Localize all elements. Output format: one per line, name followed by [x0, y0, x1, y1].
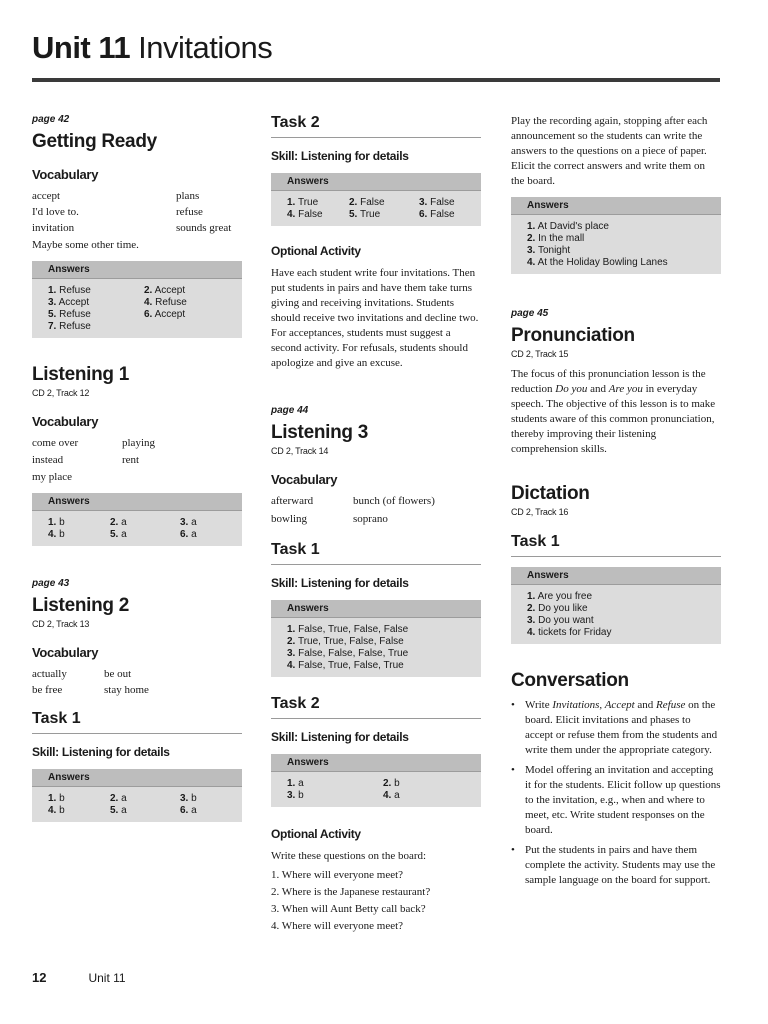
answer-item: 4. a: [383, 790, 400, 801]
answers-box: [32, 769, 242, 822]
answers-box: [511, 197, 721, 274]
page-footer: [32, 970, 126, 985]
answer-item: 1. False, True, False, False: [287, 624, 409, 635]
vocab-list: [271, 495, 481, 525]
vocab-heading: Vocabulary: [32, 645, 99, 660]
answer-item: 1. True: [287, 197, 319, 208]
answer-item: 2. a: [110, 517, 127, 528]
answer-item: 4. At the Holiday Bowling Lanes: [527, 257, 668, 268]
list-item: • Write Invitations, Accept and Refuse on the board. Elicit invitations and phases to accept or refuse them from the students and write them under the appropriate category.: [511, 699, 718, 756]
answer-item: 1. At David's place: [527, 221, 609, 232]
vocab-item: actually: [32, 668, 67, 680]
section-title-listening-2: Listening 2: [32, 595, 129, 616]
answer-item: 2. False: [349, 197, 385, 208]
answers-label: Answers: [511, 567, 721, 585]
vocab-item: come over: [32, 437, 79, 449]
page-title: [32, 30, 272, 66]
pronunciation-text: The focus of this pronunciation lesson is the reduction Do you and Are you in everyday speech. The objective of this lesson is to make students aware of this common pronunciation, thereby improving their listening comprehension skills.: [511, 368, 716, 455]
answers-box: [511, 567, 721, 644]
answer-item: 4. b: [48, 529, 65, 540]
column-middle: [271, 114, 481, 937]
vocab-item: playing: [122, 437, 155, 449]
page-number: 12: [32, 970, 47, 985]
answer-item: 1. Are you free: [527, 591, 593, 602]
task-title: Task 2: [271, 695, 481, 719]
answer-item: 2. a: [110, 793, 127, 804]
vocab-item: invitation: [32, 222, 75, 234]
answer-item: 6. a: [180, 529, 197, 540]
answer-item: 4. False: [287, 209, 323, 220]
bullet-icon: •: [511, 764, 515, 776]
skill-label: Skill: Listening for details: [271, 730, 409, 744]
answer-item: 1. a: [287, 778, 304, 789]
vocab-item: bunch (of flowers): [353, 495, 435, 507]
list-item: • Put the students in pairs and have them complete the activity. Students may use the sample language on the board for support.: [511, 844, 716, 886]
column-right: [511, 114, 721, 893]
answer-item: 5. True: [349, 209, 381, 220]
track-ref: CD 2, Track 12: [32, 388, 90, 398]
track-ref: CD 2, Track 15: [511, 349, 569, 359]
vocab-item: be free: [32, 684, 63, 696]
unit-title: Invitations: [138, 30, 273, 65]
answer-item: 4. tickets for Friday: [527, 627, 612, 638]
answer-item: 2. In the mall: [527, 233, 585, 244]
vocab-item: refuse: [176, 206, 203, 218]
vocab-list: [32, 668, 242, 696]
section-title-getting-ready: Getting Ready: [32, 131, 157, 152]
page-ref: page 44: [271, 405, 309, 416]
conversation-steps: [511, 698, 721, 888]
track-ref: CD 2, Track 13: [32, 619, 90, 629]
vocab-list: [32, 437, 242, 483]
vocab-item: sounds great: [176, 222, 232, 234]
skill-label: Skill: Listening for details: [32, 745, 170, 759]
bullet-icon: •: [511, 844, 515, 856]
vocab-item: instead: [32, 454, 64, 466]
task-title: Task 1: [271, 541, 481, 565]
answer-item: 3. b: [287, 790, 304, 801]
track-ref: CD 2, Track 14: [271, 446, 329, 456]
answer-item: 3. False: [419, 197, 455, 208]
section-title-pronunciation: Pronunciation: [511, 325, 635, 346]
page-ref: page 45: [511, 308, 549, 319]
answer-item: 2. b: [383, 778, 400, 789]
section-title-listening-1: Listening 1: [32, 364, 129, 385]
list-item: 1. Where will everyone meet?: [271, 869, 404, 881]
vocab-item: Maybe some other time.: [32, 239, 139, 251]
page-ref: page 42: [32, 114, 70, 125]
vocab-item: soprano: [353, 513, 388, 525]
answer-item: 3. False, False, False, True: [287, 648, 409, 659]
answer-item: 4. b: [48, 805, 65, 816]
answer-item: 3. b: [180, 793, 197, 804]
question-list: [271, 869, 481, 932]
answers-box: [32, 261, 242, 338]
vocab-list: [32, 190, 242, 234]
answer-item: 6. False: [419, 209, 455, 220]
answers-label: Answers: [271, 173, 481, 191]
section-title-dictation: Dictation: [511, 483, 590, 504]
answers-label: Answers: [271, 600, 481, 618]
answer-item: 5. Refuse: [48, 309, 91, 320]
vocab-item: rent: [122, 454, 140, 466]
answer-item: 7. Refuse: [48, 321, 91, 332]
optional-heading: Optional Activity: [271, 827, 361, 841]
answers-label: Answers: [511, 197, 721, 215]
answers-box: [271, 600, 481, 677]
section-title-conversation: Conversation: [511, 670, 629, 691]
answer-item: 2. True, True, False, False: [287, 636, 404, 647]
vocab-item: be out: [104, 668, 132, 680]
optional-heading: Optional Activity: [271, 244, 361, 258]
vocab-item: plans: [176, 190, 200, 202]
answer-item: 3. a: [180, 517, 197, 528]
section-title-listening-3: Listening 3: [271, 422, 368, 443]
answers-label: Answers: [32, 261, 242, 279]
optional-text: Have each student write four invitations. Then put students in pairs and have them take turns giving and receiving invitations. Students should receive two invitations and decline two. For acceptances, students must suggest a second activity. For refusals, students should apologize and give an excuse.: [271, 267, 479, 369]
answer-item: 6. Accept: [144, 309, 186, 320]
answer-item: 3. Do you want: [527, 615, 594, 626]
footer-label: Unit 11: [88, 971, 126, 985]
answer-item: 2. Do you like: [527, 603, 588, 614]
answer-item: 1. b: [48, 517, 65, 528]
answer-item: 3. Tonight: [527, 245, 571, 256]
answers-box: [32, 493, 242, 546]
answer-item: 5. a: [110, 805, 127, 816]
answer-item: 6. a: [180, 805, 197, 816]
title-divider: [32, 78, 720, 82]
answer-item: 1. b: [48, 793, 65, 804]
answers-label: Answers: [32, 769, 242, 787]
page-ref: page 43: [32, 578, 70, 589]
answers-box: [271, 754, 481, 807]
answer-item: 2. Accept: [144, 285, 186, 296]
vocab-item: accept: [32, 190, 61, 202]
track-ref: CD 2, Track 16: [511, 507, 569, 517]
list-item: 2. Where is the Japanese restaurant?: [271, 886, 431, 898]
task-title: Task 2: [271, 114, 481, 138]
column-left: [32, 114, 242, 822]
skill-label: Skill: Listening for details: [271, 576, 409, 590]
vocab-heading: Vocabulary: [32, 167, 99, 182]
answer-item: 4. False, True, False, True: [287, 660, 404, 671]
bullet-icon: •: [511, 699, 515, 711]
vocab-item: stay home: [104, 684, 149, 696]
unit-number: Unit 11: [32, 30, 131, 65]
vocab-heading: Vocabulary: [271, 472, 338, 487]
task-title: Task 1: [32, 710, 242, 734]
optional-intro: Write these questions on the board:: [271, 850, 427, 862]
answers-label: Answers: [271, 754, 481, 772]
answer-item: 1. Refuse: [48, 285, 91, 296]
list-item: 3. When will Aunt Betty call back?: [271, 903, 426, 915]
vocab-item: bowling: [271, 513, 308, 525]
vocab-item: I'd love to.: [32, 206, 79, 218]
answer-item: 3. Accept: [48, 297, 90, 308]
answers-label: Answers: [32, 493, 242, 511]
task-title: Task 1: [511, 533, 721, 557]
vocab-item: my place: [32, 471, 73, 483]
vocab-heading: Vocabulary: [32, 414, 99, 429]
answer-item: 4. Refuse: [144, 297, 187, 308]
answer-item: 5. a: [110, 529, 127, 540]
list-item: 4. Where will everyone meet?: [271, 920, 404, 932]
answers-box: [271, 173, 481, 226]
list-item: • Model offering an invitation and accepting it for the students. Elicit follow up questions to the invitation, e.g., when and where to meet, etc. Write student responses on the board.: [511, 764, 721, 836]
vocab-item: afterward: [271, 495, 314, 507]
skill-label: Skill: Listening for details: [271, 149, 409, 163]
replay-text: Play the recording again, stopping after each announcement so the students can write the answers to the questions on a piece of paper. Elicit the correct answers and write them on the board.: [511, 115, 708, 187]
